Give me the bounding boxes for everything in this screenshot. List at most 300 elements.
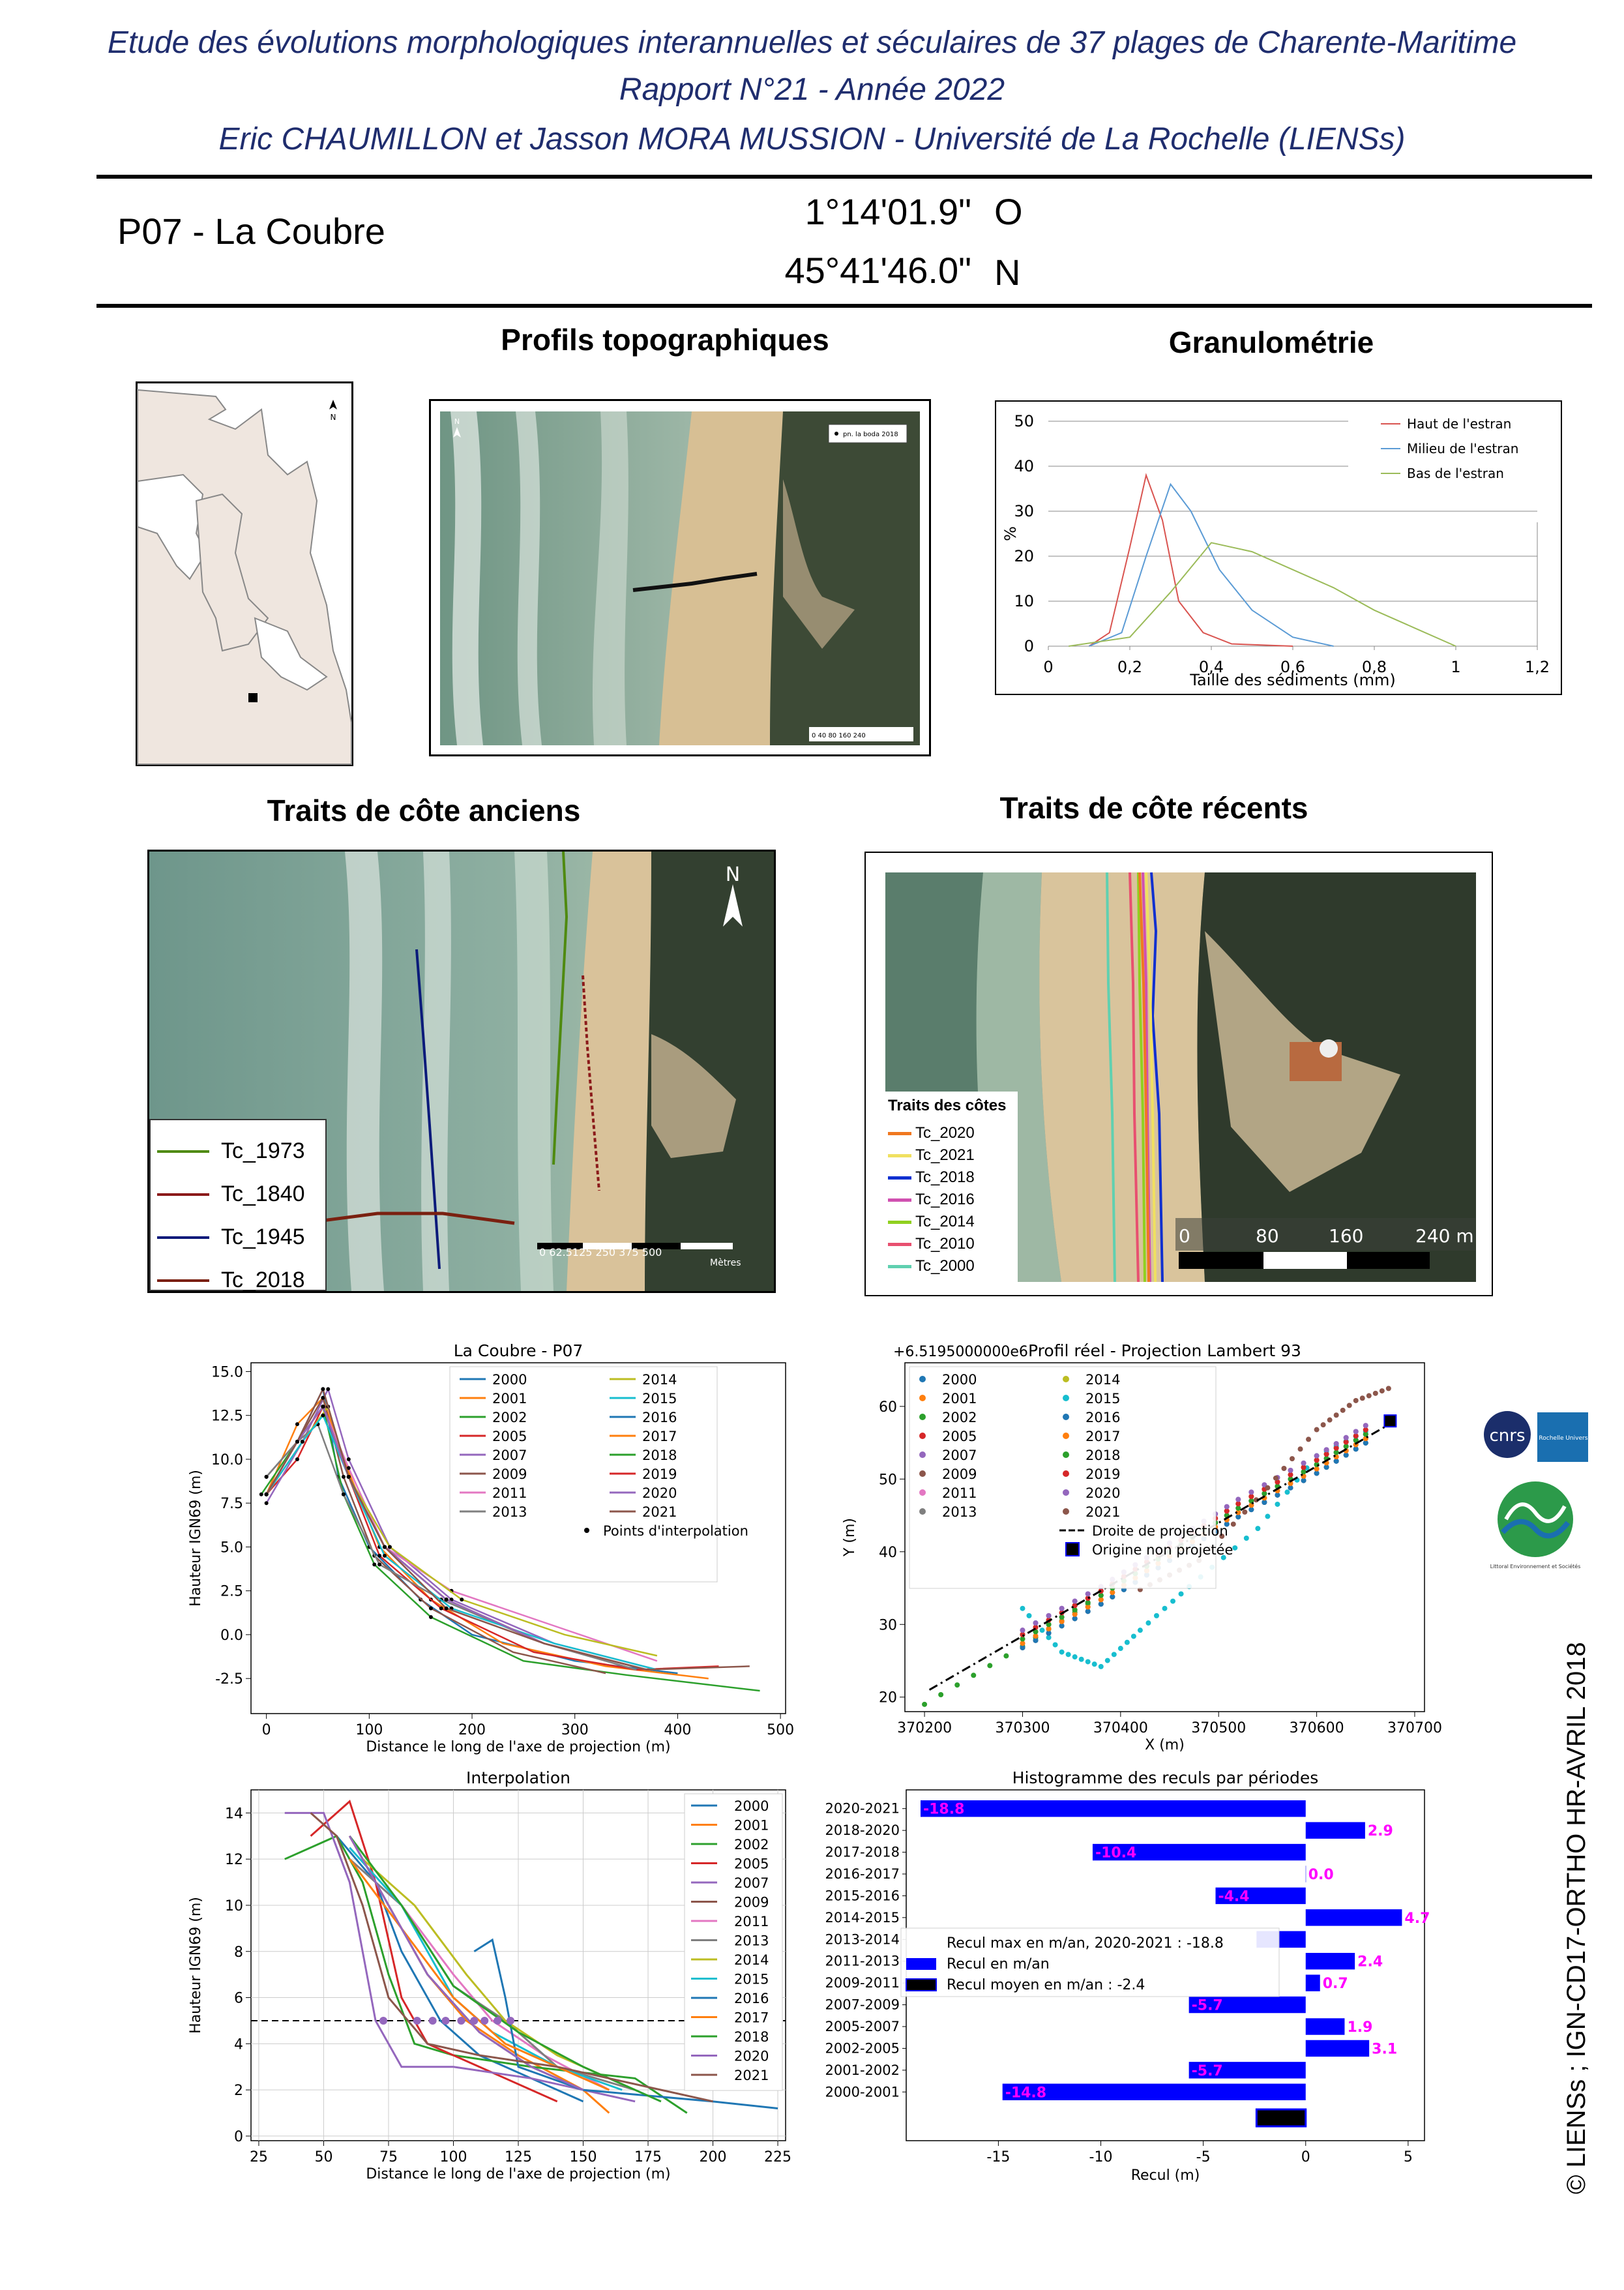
aerial1-scale: 0 40 80 160 240 bbox=[812, 732, 866, 739]
recent-legend-row-tc_2014 bbox=[888, 1213, 975, 1231]
legend-point bbox=[584, 1528, 589, 1533]
scatter-point-2021 bbox=[1327, 1418, 1333, 1423]
interp-point bbox=[445, 1607, 449, 1611]
y-tick-label: 14 bbox=[225, 1806, 243, 1822]
y-tick-label: 40 bbox=[879, 1544, 897, 1561]
interp-point bbox=[429, 1607, 433, 1611]
report-title: Etude des évolutions morphologiques interannuelles et séculaires de 37 plages de Charente-Maritime bbox=[107, 25, 1517, 60]
x-tick-label: 100 bbox=[439, 2149, 467, 2165]
interp-point bbox=[494, 2017, 501, 2025]
site-name: P07 - La Coubre bbox=[117, 211, 385, 252]
legend-label: 2016 bbox=[642, 1410, 677, 1425]
scatter-point-2015 bbox=[1275, 1502, 1280, 1507]
x-tick-label: 370300 bbox=[995, 1720, 1050, 1736]
section-anciens: Traits de côte anciens bbox=[267, 794, 581, 827]
scatter-point-2015 bbox=[1232, 1545, 1237, 1551]
map-north-label: N bbox=[330, 413, 336, 422]
interp-point bbox=[429, 2017, 437, 2025]
legend-label: Tc_1973 bbox=[221, 1138, 305, 1163]
legend-label: 2009 bbox=[942, 1466, 977, 1482]
x-tick-label: 75 bbox=[379, 2149, 398, 2165]
legend-label: Tc_2000 bbox=[915, 1257, 975, 1275]
legend-label: 2007 bbox=[492, 1448, 527, 1463]
interp-point bbox=[480, 2017, 488, 2025]
y-tick-label: 7.5 bbox=[220, 1496, 243, 1513]
longitude-dir: O bbox=[994, 191, 1023, 232]
legend-swatch bbox=[919, 1451, 926, 1458]
legend-swatch bbox=[919, 1376, 926, 1382]
bar-label: -5.7 bbox=[1191, 2062, 1223, 2079]
legend-label: 2013 bbox=[734, 1933, 769, 1949]
scatter-point-2020 bbox=[1301, 1461, 1307, 1466]
x-tick-label: 300 bbox=[561, 1722, 589, 1738]
chart-title: Histogramme des reculs par périodes bbox=[1012, 1768, 1319, 1787]
scatter-point-2020 bbox=[1235, 1497, 1241, 1502]
interp-point bbox=[295, 1457, 299, 1461]
category-label: 2005-2007 bbox=[825, 2019, 900, 2034]
copyright-credit: © LIENSs ; IGN-CD17-ORTHO HR-AVRIL 2018 bbox=[1562, 1642, 1591, 2194]
scatter-point-2002 bbox=[954, 1682, 960, 1688]
bar-2018-2020 bbox=[1306, 1822, 1365, 1838]
legend-label: 2011 bbox=[734, 1914, 769, 1929]
category-label: 2017-2018 bbox=[825, 1844, 900, 1860]
interp-point bbox=[507, 2017, 514, 2025]
interp-point bbox=[372, 1562, 376, 1566]
interp-point bbox=[457, 2017, 465, 2025]
scatter-point-2021 bbox=[1347, 1403, 1352, 1408]
recent-legend-row-tc_2010 bbox=[888, 1235, 975, 1253]
x-tick-label: 0 bbox=[1043, 658, 1054, 676]
interp-point bbox=[377, 1554, 381, 1558]
aerial3-scale-160: 160 bbox=[1329, 1225, 1364, 1247]
scatter-point-2015 bbox=[1079, 1657, 1084, 1662]
scatter-point-2020 bbox=[1020, 1628, 1025, 1633]
legend-label: 2018 bbox=[734, 2029, 769, 2045]
interp-point bbox=[383, 1554, 387, 1558]
legend-label: 2002 bbox=[734, 1837, 769, 1852]
scatter-point-2020 bbox=[1324, 1447, 1329, 1452]
legend-label: 2018 bbox=[642, 1448, 677, 1463]
interp-point bbox=[383, 1545, 387, 1549]
x-tick-label: 25 bbox=[249, 2149, 268, 2165]
bar-label: 1.9 bbox=[1347, 2019, 1373, 2036]
legend-label: Bas de l'estran bbox=[1407, 466, 1504, 481]
legend-label: Tc_2018 bbox=[221, 1268, 305, 1292]
legend-label: 2000 bbox=[492, 1372, 527, 1388]
legend-label: 2005 bbox=[942, 1429, 977, 1444]
interp-point bbox=[388, 1545, 392, 1549]
old-coastlines-photo bbox=[147, 850, 776, 1293]
x-tick-label: 100 bbox=[355, 1722, 383, 1738]
legend-label: Recul max en m/an, 2020-2021 : -18.8 bbox=[947, 1935, 1224, 1952]
scatter-point-2021 bbox=[1281, 1466, 1286, 1471]
lienss-logo bbox=[1498, 1481, 1573, 1557]
report-authors: Eric CHAUMILLON et Jasson MORA MUSSION - Université de La Rochelle (LIENSs) bbox=[218, 122, 1406, 156]
legend-label: 2011 bbox=[942, 1485, 977, 1501]
legend-label: 2002 bbox=[492, 1410, 527, 1425]
bar-label: 2.4 bbox=[1357, 1954, 1383, 1970]
scatter-point-2021 bbox=[1366, 1393, 1372, 1399]
scatter-point-2021 bbox=[1231, 1521, 1236, 1526]
y-tick-label: 15.0 bbox=[211, 1364, 243, 1381]
legend-label: 2013 bbox=[942, 1504, 977, 1520]
interp-point bbox=[265, 1475, 269, 1479]
scatter-point-2002 bbox=[938, 1692, 943, 1697]
recent-legend-row-tc_2016 bbox=[888, 1191, 975, 1209]
x-tick-label: -5 bbox=[1196, 2149, 1211, 2165]
interp-point bbox=[321, 1414, 325, 1418]
y-tick-label: 12 bbox=[225, 1852, 243, 1869]
x-tick-label: 370400 bbox=[1093, 1720, 1148, 1736]
category-label: 2000-2001 bbox=[825, 2084, 900, 2100]
x-tick-label: 1 bbox=[1451, 658, 1461, 676]
legend-label: 2015 bbox=[734, 1971, 769, 1987]
x-tick-label: 370600 bbox=[1289, 1720, 1344, 1736]
aerial1-legend: pn. la boda 2018 bbox=[843, 431, 898, 438]
bar-label: -4.4 bbox=[1218, 1888, 1250, 1905]
legend-row-tc_1840 bbox=[157, 1182, 305, 1207]
legend-label: 2015 bbox=[642, 1391, 677, 1406]
y-tick-label: 50 bbox=[1014, 412, 1034, 430]
scatter-point-2021 bbox=[1242, 1509, 1247, 1515]
scatter-point-2015 bbox=[1085, 1659, 1091, 1664]
recent-legend-row-tc_2018 bbox=[888, 1168, 975, 1187]
y-tick-label: 5.0 bbox=[220, 1539, 243, 1556]
category-label: 2002-2005 bbox=[825, 2040, 900, 2057]
interp-point bbox=[342, 1475, 346, 1479]
logos bbox=[1480, 1408, 1595, 1571]
legend-label: 2000 bbox=[942, 1372, 977, 1388]
legend-label: 2014 bbox=[734, 1952, 769, 1968]
x-tick-label: 225 bbox=[764, 2149, 792, 2165]
scatter-point-2020 bbox=[1085, 1591, 1091, 1596]
scatter-point-2015 bbox=[1105, 1658, 1110, 1663]
header-rule-top bbox=[96, 175, 1592, 179]
legend-label: 2020 bbox=[1085, 1485, 1121, 1501]
aerial3-scale-240: 240 m bbox=[1415, 1225, 1474, 1247]
category-label: 2001-2002 bbox=[825, 2062, 900, 2078]
legend-swatch bbox=[157, 1236, 209, 1239]
y-axis-label: Hauteur IGN69 (m) bbox=[188, 1470, 204, 1607]
mean-bar bbox=[1256, 2109, 1305, 2126]
scatter-point-2020 bbox=[1033, 1620, 1039, 1626]
section-granulo: Granulométrie bbox=[1168, 325, 1374, 359]
category-label: 2007-2009 bbox=[825, 1997, 900, 2013]
y-axis-label: Hauteur IGN69 (m) bbox=[188, 1897, 204, 2034]
legend-label: 2001 bbox=[942, 1391, 977, 1406]
legend-swatch bbox=[1063, 1395, 1069, 1401]
y-tick-label: 0 bbox=[1024, 637, 1034, 655]
interp-point bbox=[429, 1615, 433, 1619]
interp-point bbox=[460, 1598, 464, 1601]
x-tick-label: 50 bbox=[314, 2149, 333, 2165]
bar-2000-2001 bbox=[1003, 2084, 1306, 2100]
scatter-point-2015 bbox=[1154, 1613, 1159, 1618]
bar-2009-2011 bbox=[1306, 1974, 1320, 1991]
bar-label: 4.7 bbox=[1404, 1910, 1430, 1927]
legend-row-tc_1945 bbox=[157, 1225, 305, 1250]
x-tick-label: 175 bbox=[634, 2149, 662, 2165]
y-tick-label: 12.5 bbox=[211, 1408, 243, 1425]
interp-point bbox=[342, 1493, 346, 1496]
legend-label: Tc_2016 bbox=[915, 1191, 975, 1208]
y-tick-label: 10 bbox=[1014, 592, 1034, 610]
legend-label: Tc_2018 bbox=[915, 1168, 975, 1186]
legend-box bbox=[450, 1367, 717, 1582]
bar-label: 0.7 bbox=[1322, 1976, 1348, 1993]
y-tick-label: 30 bbox=[1014, 502, 1034, 520]
series-line-0 bbox=[1089, 475, 1293, 646]
recent-legend-row-tc_2000 bbox=[888, 1257, 975, 1275]
bar-label: 2.9 bbox=[1367, 1823, 1393, 1840]
scatter-point-2015 bbox=[1284, 1489, 1290, 1494]
x-tick-label: 0,2 bbox=[1117, 658, 1143, 676]
aerial1-north: N bbox=[454, 417, 460, 426]
scatter-point-2020 bbox=[1072, 1599, 1078, 1604]
x-tick-label: 5 bbox=[1403, 2149, 1413, 2165]
bar-label: -10.4 bbox=[1095, 1845, 1137, 1862]
y-tick-label: 0.0 bbox=[220, 1627, 243, 1644]
y-tick-label: 2.5 bbox=[220, 1583, 243, 1600]
x-tick-label: 200 bbox=[699, 2149, 727, 2165]
report-number: Rapport N°21 - Année 2022 bbox=[619, 72, 1005, 107]
legend-label: 2001 bbox=[492, 1391, 527, 1406]
univ-logo-text: La Rochelle Université bbox=[1530, 1435, 1595, 1442]
y-tick-label: 30 bbox=[879, 1617, 897, 1634]
bar-label: -5.7 bbox=[1191, 1997, 1223, 2014]
origin-marker bbox=[1384, 1415, 1396, 1427]
legend-swatch bbox=[919, 1470, 926, 1477]
scatter-point-2021 bbox=[1373, 1391, 1378, 1396]
interp-point bbox=[295, 1440, 299, 1444]
interp-point bbox=[445, 1598, 449, 1601]
legend-swatch bbox=[888, 1154, 911, 1157]
real-profile-chart bbox=[842, 1330, 1442, 1761]
cnrs-logo-text: cnrs bbox=[1489, 1426, 1526, 1446]
legend-swatch bbox=[888, 1243, 911, 1246]
scatter-point-2015 bbox=[1040, 1628, 1045, 1633]
bar-label: -18.8 bbox=[923, 1801, 965, 1818]
scatter-point-2021 bbox=[1360, 1395, 1365, 1401]
x-axis-label: Recul (m) bbox=[1130, 2167, 1200, 2184]
interp-point bbox=[439, 1607, 443, 1611]
scatter-point-2021 bbox=[1321, 1422, 1326, 1427]
legend-label: 2016 bbox=[1085, 1410, 1121, 1425]
legend-label: 2021 bbox=[734, 2068, 769, 2083]
x-tick-label: 400 bbox=[664, 1722, 692, 1738]
scatter-point-2015 bbox=[1244, 1536, 1249, 1541]
granulo-chart-frame bbox=[995, 400, 1562, 695]
aerial3-scale-0: 0 bbox=[1179, 1225, 1190, 1247]
y-tick-label: 20 bbox=[1014, 547, 1034, 565]
y-tick-label: 40 bbox=[1014, 457, 1034, 475]
scatter-point-2020 bbox=[1314, 1453, 1320, 1459]
scatter-point-2021 bbox=[1334, 1412, 1339, 1418]
x-tick-label: 1,2 bbox=[1524, 658, 1550, 676]
x-tick-label: -10 bbox=[1089, 2149, 1113, 2165]
legend-swatch bbox=[919, 1508, 926, 1515]
y-tick-label: 60 bbox=[879, 1399, 897, 1416]
header-rule-bottom bbox=[96, 304, 1592, 308]
category-label: 2020-2021 bbox=[825, 1800, 900, 1817]
scatter-point-2015 bbox=[1131, 1633, 1136, 1639]
legend-label: 2009 bbox=[734, 1894, 769, 1911]
legend-swatch bbox=[157, 1193, 209, 1196]
chart-title: Interpolation bbox=[466, 1768, 570, 1787]
legend-label: 2014 bbox=[642, 1372, 677, 1388]
legend-swatch bbox=[906, 1979, 936, 1991]
legend-swatch bbox=[888, 1176, 911, 1180]
legend-label: 2016 bbox=[734, 1991, 769, 2006]
legend-swatch bbox=[888, 1265, 911, 1268]
legend-label: Droite de projection bbox=[1092, 1523, 1228, 1539]
interp-point bbox=[301, 1440, 304, 1444]
x-tick-label: 370200 bbox=[897, 1720, 952, 1736]
legend-swatch bbox=[1063, 1376, 1069, 1382]
bar-2005-2007 bbox=[1306, 2018, 1345, 2034]
recent-legend-row-tc_2020 bbox=[888, 1124, 975, 1142]
x-axis-label: Taille des sédiments (mm) bbox=[1190, 671, 1396, 689]
interp-point bbox=[265, 1493, 269, 1496]
scatter-point-2021 bbox=[1340, 1408, 1346, 1413]
y-tick-label: -2.5 bbox=[215, 1671, 243, 1688]
location-map bbox=[136, 381, 353, 766]
x-axis-label: X (m) bbox=[1145, 1737, 1185, 1753]
legend-label: 2018 bbox=[1085, 1448, 1121, 1463]
scatter-point-2002 bbox=[987, 1663, 992, 1668]
scatter-point-2015 bbox=[1179, 1591, 1184, 1596]
legend-label: Milieu de l'estran bbox=[1407, 441, 1519, 456]
y-tick-label: 8 bbox=[234, 1944, 243, 1961]
legend-label: 2000 bbox=[734, 1798, 769, 1814]
bar-2014-2015 bbox=[1306, 1909, 1402, 1926]
interp-point bbox=[321, 1387, 325, 1391]
x-tick-label: 200 bbox=[458, 1722, 486, 1738]
category-label: 2015-2016 bbox=[825, 1888, 900, 1904]
legend-label: 2017 bbox=[642, 1429, 677, 1444]
legend-label: 2002 bbox=[942, 1410, 977, 1425]
scatter-point-2015 bbox=[1099, 1664, 1104, 1669]
scatter-point-2015 bbox=[1059, 1650, 1065, 1655]
legend-label: 2020 bbox=[642, 1485, 677, 1501]
scatter-point-2020 bbox=[1288, 1468, 1293, 1473]
x-tick-label: 0 bbox=[261, 1722, 271, 1738]
legend-label: 2017 bbox=[1085, 1429, 1121, 1444]
legend-label: 2005 bbox=[492, 1429, 527, 1444]
legend-label: 2005 bbox=[734, 1856, 769, 1872]
legend-label: Tc_1840 bbox=[221, 1182, 305, 1206]
section-profils: Profils topographiques bbox=[501, 323, 829, 357]
scatter-point-2021 bbox=[1353, 1398, 1359, 1403]
bar-label: 3.1 bbox=[1372, 2041, 1398, 2058]
legend-swatch bbox=[1063, 1451, 1069, 1458]
scatter-point-2020 bbox=[1363, 1423, 1368, 1428]
interp-point bbox=[470, 2017, 478, 2025]
interp-point bbox=[347, 1475, 351, 1479]
interp-point bbox=[265, 1501, 269, 1505]
scatter-point-2015 bbox=[1020, 1606, 1025, 1611]
scatter-point-2021 bbox=[1386, 1386, 1391, 1391]
aerial2-scale: 0 62.5125 250 375 500 bbox=[539, 1246, 662, 1258]
y-tick-label: 10.0 bbox=[211, 1451, 243, 1468]
scatter-point-2002 bbox=[922, 1702, 927, 1707]
aerial2-scale-unit: Mètres bbox=[710, 1258, 741, 1268]
legend-row-tc_1973 bbox=[157, 1138, 305, 1164]
x-tick-label: 500 bbox=[767, 1722, 795, 1738]
aerial3-scale-80: 80 bbox=[1256, 1225, 1279, 1247]
y-tick-label: 2 bbox=[234, 2083, 243, 2100]
scatter-point-2021 bbox=[1265, 1485, 1270, 1491]
offset-label: +6.5195000000e6 bbox=[893, 1344, 1028, 1360]
scatter-point-2015 bbox=[1145, 1620, 1151, 1626]
legend-label: Tc_2021 bbox=[915, 1146, 975, 1164]
x-tick-label: 370700 bbox=[1387, 1720, 1442, 1736]
scatter-point-2021 bbox=[1306, 1436, 1311, 1442]
legend-label: 2007 bbox=[734, 1875, 769, 1891]
legend-swatch bbox=[888, 1198, 911, 1202]
category-label: 2016-2017 bbox=[825, 1866, 900, 1882]
legend-label: Tc_2020 bbox=[915, 1124, 975, 1142]
y-tick-label: 6 bbox=[234, 1990, 243, 2007]
x-tick-label: 370500 bbox=[1191, 1720, 1247, 1736]
latitude: 45°41'46.0" bbox=[784, 250, 971, 291]
chart-title: Profil réel - Projection Lambert 93 bbox=[1028, 1341, 1301, 1360]
scatter-point-2015 bbox=[1125, 1640, 1130, 1645]
y-tick-label: 4 bbox=[234, 2036, 243, 2053]
scatter-point-2020 bbox=[1224, 1504, 1230, 1509]
legend-swatch bbox=[1063, 1414, 1069, 1420]
profiles-chart bbox=[170, 1330, 795, 1761]
scatter-point-2015 bbox=[1138, 1628, 1143, 1633]
legend-swatch bbox=[919, 1395, 926, 1401]
legend-swatch bbox=[157, 1279, 209, 1282]
y-axis-label: % bbox=[1001, 526, 1020, 541]
x-axis-label: Distance le long de l'axe de projection (m) bbox=[366, 2166, 671, 2182]
legend-swatch bbox=[919, 1433, 926, 1439]
north-arrow-icon bbox=[329, 400, 337, 409]
legend-label: Tc_1945 bbox=[221, 1225, 305, 1249]
y-tick-label: 10 bbox=[225, 1897, 243, 1914]
legend-swatch bbox=[906, 1958, 936, 1970]
interp-point bbox=[442, 2017, 450, 2025]
scatter-point-2020 bbox=[1334, 1441, 1339, 1446]
legend-label: 2007 bbox=[942, 1448, 977, 1463]
legend-label: 2009 bbox=[492, 1466, 527, 1482]
recent-coastlines-legend bbox=[884, 1092, 1018, 1282]
legend-label: Tc_2014 bbox=[915, 1213, 975, 1230]
legend-row-tc_2018 bbox=[157, 1268, 305, 1293]
scatter-point-2020 bbox=[1353, 1429, 1359, 1435]
legend-label: Origine non projetée bbox=[1092, 1542, 1233, 1558]
retreat-histogram bbox=[782, 1757, 1473, 2201]
legend-swatch bbox=[1063, 1489, 1069, 1496]
bar-label: 0.0 bbox=[1308, 1867, 1334, 1883]
scatter-point-2021 bbox=[1298, 1446, 1303, 1451]
interp-point bbox=[259, 1493, 263, 1496]
category-label: 2009-2011 bbox=[825, 1975, 900, 1991]
legend-label: Recul moyen en m/an : -2.4 bbox=[947, 1977, 1145, 1993]
interp-point bbox=[413, 2017, 421, 2025]
interp-point bbox=[326, 1387, 330, 1391]
category-label: 2013-2014 bbox=[825, 1931, 900, 1948]
legend-swatch bbox=[888, 1132, 911, 1135]
scatter-point-2021 bbox=[1314, 1427, 1320, 1433]
interp-point bbox=[377, 1562, 381, 1566]
legend-label: 2011 bbox=[492, 1485, 527, 1501]
scatter-point-2015 bbox=[1026, 1613, 1031, 1618]
latitude-dir: N bbox=[994, 252, 1021, 293]
bar-2016-2017 bbox=[1306, 1866, 1307, 1882]
